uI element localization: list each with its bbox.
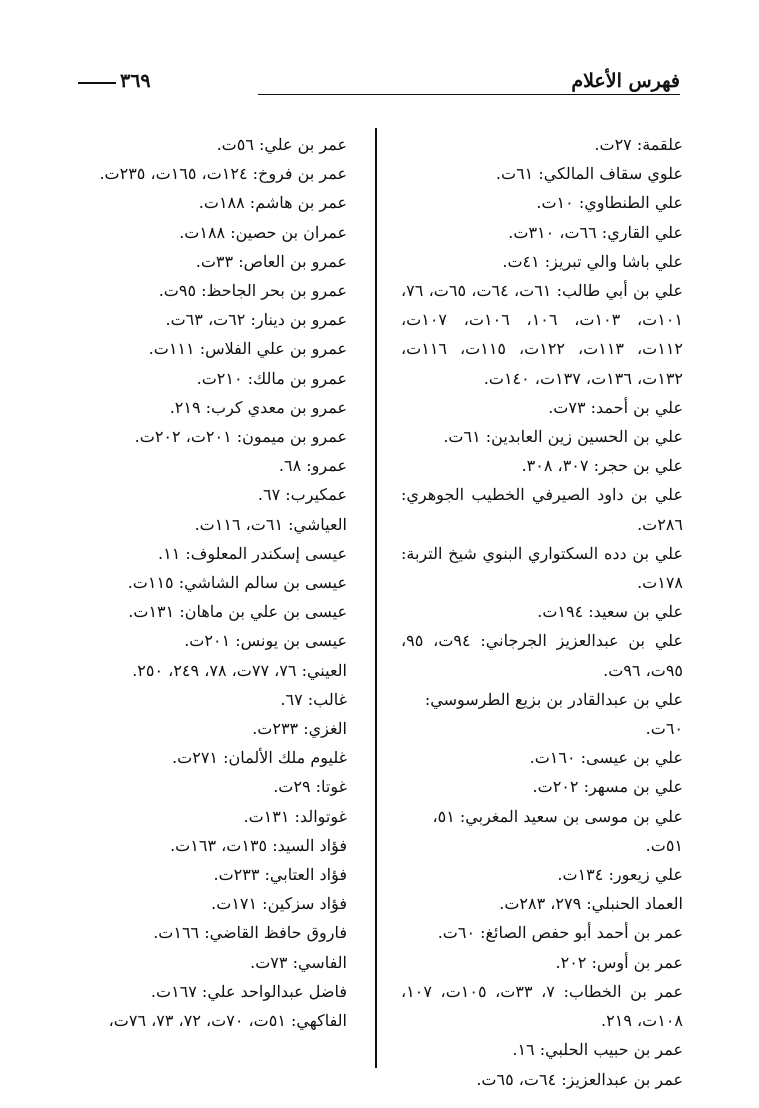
index-entry: عمكيرب: ٦٧. (257, 485, 347, 505)
index-entry: عمر بن فروخ: ١٢٤ت، ١٦٥ت، ٢٣٥ت. (99, 164, 347, 184)
index-entry: علي القاري: ٦٦ت، ٣١٠ت. (508, 222, 683, 242)
header-rule-long (258, 94, 680, 95)
index-entry: فؤاد السيد: ١٣٥ت، ١٦٣ت. (170, 835, 347, 855)
index-entry: غوتا: ٢٩ت. (273, 777, 347, 797)
index-entry: عيسى بن سالم الشاشي: ١١٥ت. (127, 573, 347, 593)
index-entry: عمرو بن علي الفلاس: ١١١ت. (148, 339, 347, 359)
header-rule-short (78, 82, 116, 84)
index-entry: علوي سقاف المالكي: ٦١ت. (495, 164, 683, 184)
index-entry: عمر بن عبدالعزيز: ٦٤ت، ٦٥ت. (476, 1069, 683, 1089)
index-entry: العماد الحنبلي: ٢٧٩، ٢٨٣ت. (499, 894, 683, 914)
index-entry: عمرو بن معدي كرب: ٢١٩. (169, 397, 347, 417)
index-entry: علي باشا والي تبريز: ٤١ت. (502, 251, 683, 271)
index-entry: فاضل عبدالواحد علي: ١٦٧ت. (150, 981, 347, 1001)
index-entry: عمرو بن مالك: ٢١٠ت. (196, 368, 347, 388)
index-entry: علي بن حجر: ٣٠٧، ٣٠٨. (521, 456, 683, 476)
page-header (78, 70, 680, 104)
index-entry: العيني: ٧٦، ٧٧ت، ٧٨، ٢٤٩، ٢٥٠. (132, 660, 347, 680)
index-entry: فؤاد العتابي: ٢٣٣ت. (213, 865, 347, 885)
page-number: ٣٦٩ (120, 70, 151, 92)
index-entry: علي بن عيسى: ١٦٠ت. (529, 748, 683, 768)
index-entry: علي بن داود الصيرفي الخطيب الجوهري: ٢٨٦ت. (401, 485, 683, 534)
index-entry: عمران بن حصين: ١٨٨ت. (179, 222, 347, 242)
index-entry: عيسى بن يونس: ٢٠١ت. (184, 631, 347, 651)
index-entry: الفاكهي: ٥١ت، ٧٠ت، ٧٢، ٧٣، ٧٦ت، (108, 1011, 347, 1031)
index-entry: عمرو بن ميمون: ٢٠١ت، ٢٠٢ت. (134, 427, 347, 447)
index-column-left (71, 130, 347, 1035)
index-entry: علي بن دده السكتواري البنوي شيخ التربة: ١٧٨ت. (401, 543, 683, 593)
index-entry: عمرو: ٦٨. (278, 456, 347, 476)
index-entry: عيسى بن علي بن ماهان: ١٣١ت. (128, 602, 347, 622)
index-entry: علقمة: ٢٧ت. (594, 135, 683, 154)
index-entry: عمرو بن العاص: ٣٣ت. (195, 251, 347, 271)
index-entry: عمر بن أحمد أبو حفص الصائغ: ٦٠ت. (437, 923, 683, 943)
index-column-right (401, 130, 683, 1094)
index-entry: علي بن عبدالقادر بن بزيع الطرسوسي: ٦٠ت. (424, 689, 683, 739)
index-entry: عمر بن الخطاب: ٧، ٣٣ت، ١٠٥ت، ١٠٧، ١٠٨ت، ٢١٩. (401, 981, 683, 1031)
page-title: فهرس الأعلام (571, 70, 680, 92)
index-entry: عمر بن هاشم: ١٨٨ت. (198, 193, 347, 213)
index-entry: الغزي: ٢٣٣ت. (252, 719, 347, 739)
index-entry: الفاسي: ٧٣ت. (250, 952, 347, 972)
index-entry: غليوم ملك الألمان: ٢٧١ت. (172, 748, 347, 768)
index-entry: علي زيعور: ١٣٤ت. (557, 865, 683, 885)
index-entry: علي بن موسى بن سعيد المغربي: ٥١، ٥١ت. (432, 806, 683, 855)
index-entry: عمر بن حبيب الحلبي: ١٦. (512, 1040, 683, 1060)
index-entry: علي بن أحمد: ٧٣ت. (548, 397, 683, 417)
index-entry: عيسى إسكندر المعلوف: ١١. (158, 543, 347, 563)
index-entry: عمر بن أوس: ٢٠٢. (555, 952, 683, 972)
index-entry: فؤاد سزكين: ١٧١ت. (211, 894, 347, 914)
index-entry: غوتوالد: ١٣١ت. (243, 806, 347, 826)
index-entry: عمرو بن دينار: ٦٢ت، ٦٣ت. (165, 310, 347, 330)
index-entry: العياشي: ٦١ت، ١١٦ت. (194, 514, 347, 534)
index-entry: علي الطنطاوي: ١٠ت. (536, 193, 683, 213)
index-entry: فاروق حافظ القاضي: ١٦٦ت. (153, 923, 347, 943)
index-entry: علي بن عبدالعزيز الجرجاني: ٩٤ت، ٩٥، ٩٥ت، ٩٦ت. (401, 631, 684, 680)
column-divider (375, 128, 377, 1068)
index-entry: عمرو بن بحر الجاحظ: ٩٥ت. (158, 281, 347, 301)
index-entry: علي بن أبي طالب: ٦١ت، ٦٤ت، ٦٥ت، ٧٦، ١٠١ت، ١٠٣ت، ١٠٦، ١٠٦ت، ١٠٧ت، ١١٢ت، ١١٣ت، ١٢٢ت، ١١٥ت، ١١٦ت، ١٣٢ت، ١٣٦ت، ١٣٧ت، ١٤٠ت. (401, 281, 684, 388)
index-entry: علي بن سعيد: ١٩٤ت. (537, 602, 683, 622)
index-entry: عمر بن علي: ٥٦ت. (216, 135, 347, 154)
index-entry: علي بن الحسين زين العابدين: ٦١ت. (443, 427, 683, 447)
index-entry: غالب: ٦٧. (280, 689, 347, 709)
index-entry: علي بن مسهر: ٢٠٢ت. (532, 777, 683, 797)
